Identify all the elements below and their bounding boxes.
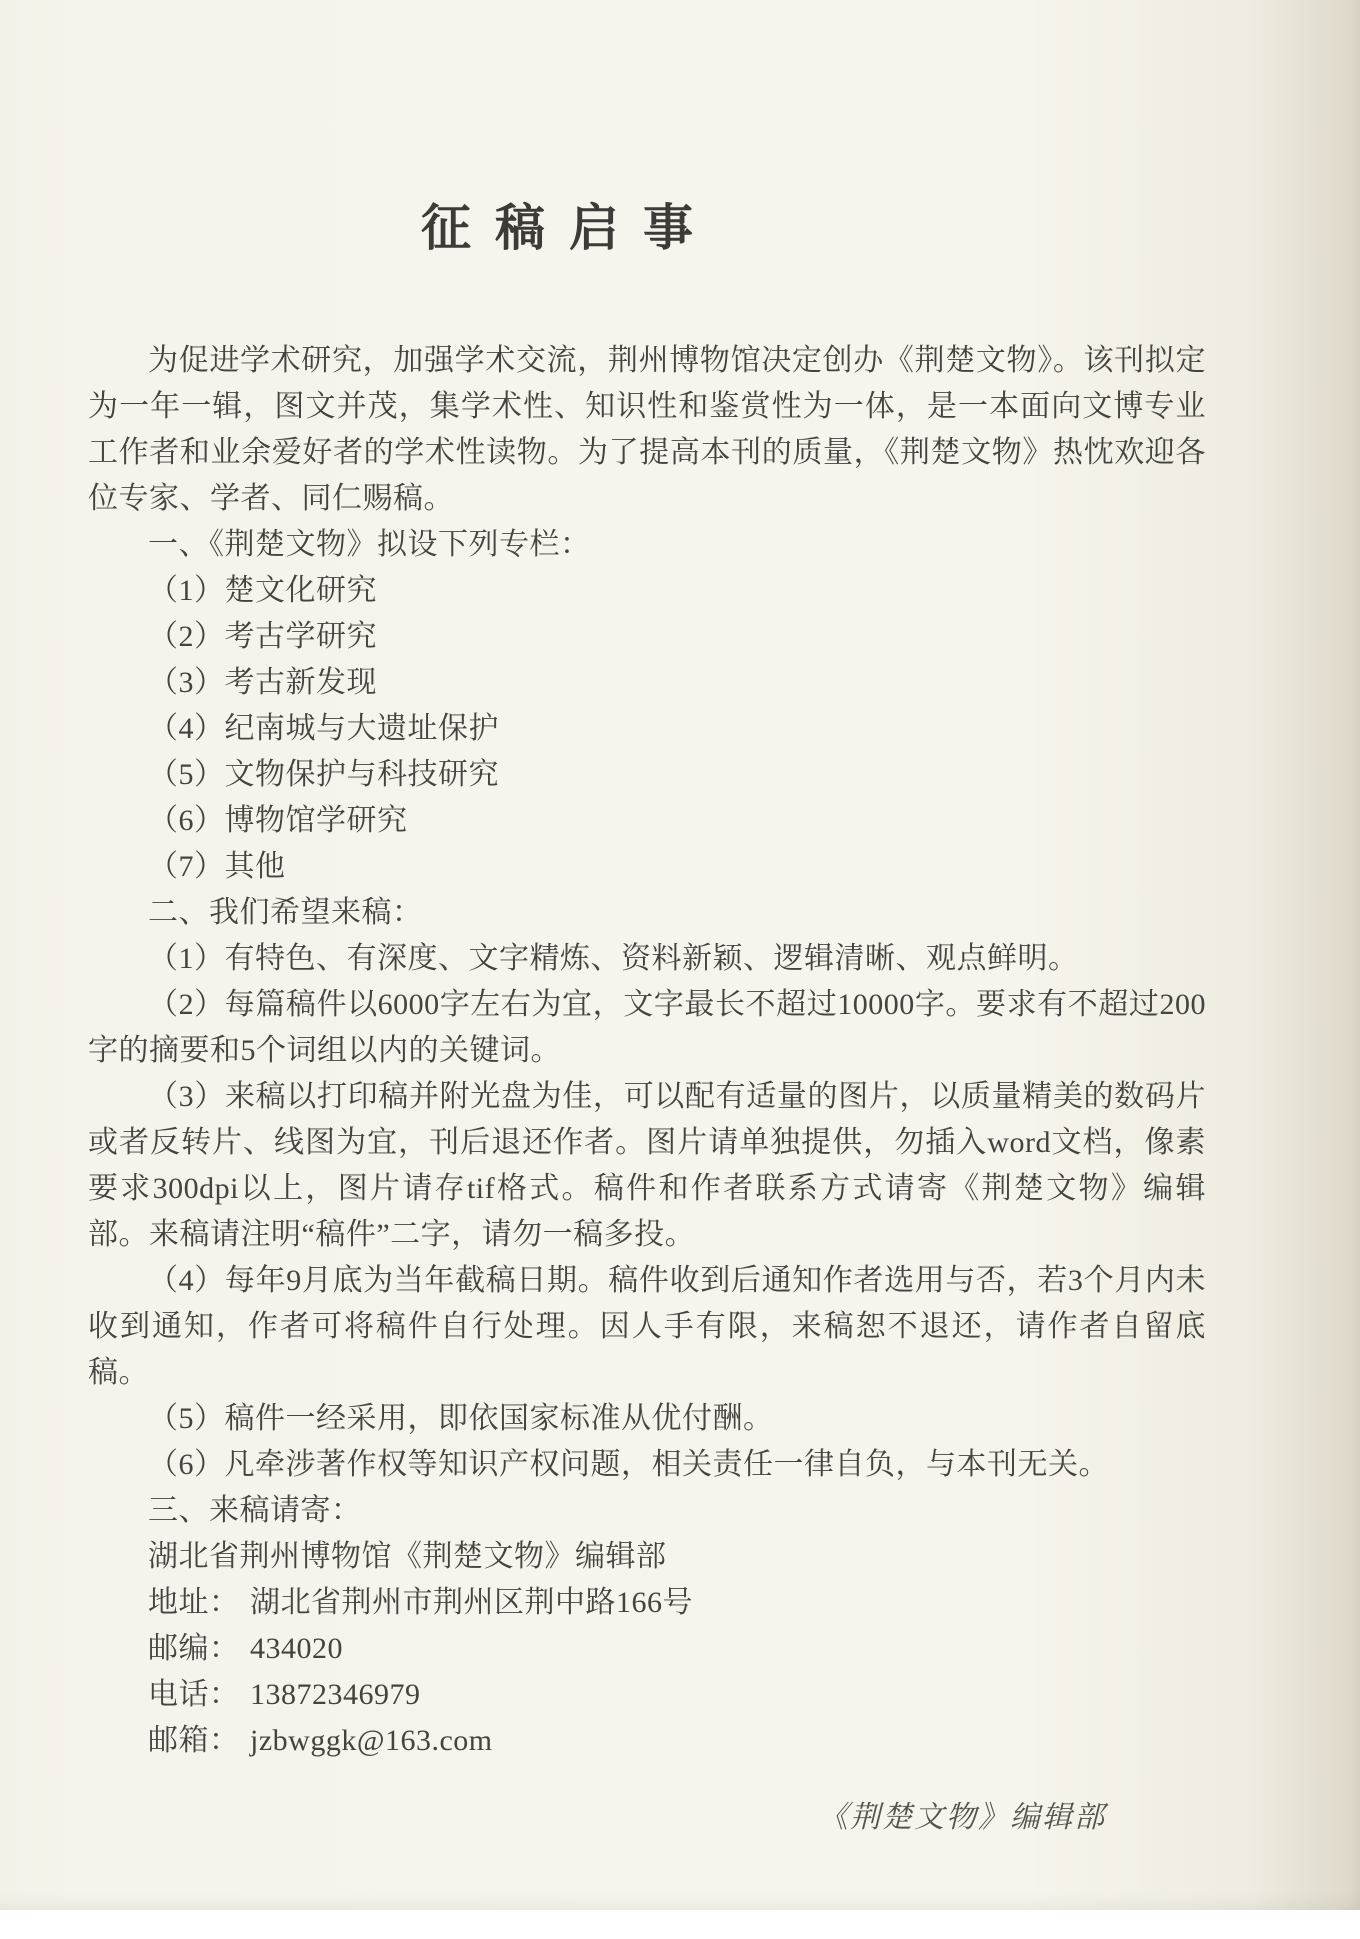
guideline-item-5: （5）稿件一经采用，即依国家标准从优付酬。	[148, 1402, 774, 1435]
phone-value: 13872346979	[250, 1678, 421, 1711]
contact-phone	[88, 1672, 1206, 1718]
email-label: 邮箱：	[148, 1724, 240, 1757]
column-item-1: （1）楚文化研究	[148, 574, 377, 607]
email-value: jzbwggk@163.com	[250, 1724, 493, 1757]
section1-heading: 一、《荆楚文物》拟设下列专栏：	[148, 528, 591, 561]
address-label: 地址：	[148, 1586, 240, 1619]
guideline-item-1: （1）有特色、有深度、文字精炼、资料新颖、逻辑清晰、观点鲜明。	[148, 942, 1079, 975]
column-item-2: （2）考古学研究	[148, 620, 377, 653]
address-value: 湖北省荆州市荆州区荆中路166号	[250, 1586, 693, 1619]
section3-heading: 三、来稿请寄：	[148, 1494, 362, 1527]
contact-address	[88, 1580, 1206, 1626]
zip-value: 434020	[250, 1632, 343, 1665]
contact-zip	[88, 1626, 1206, 1672]
page-title: 征稿启事	[421, 200, 717, 256]
column-item-7: （7）其他	[148, 850, 286, 883]
page-content	[88, 0, 1206, 1836]
document-body	[88, 338, 1206, 1764]
guideline-item-6: （6）凡牵涉著作权等知识产权问题，相关责任一律自负，与本刊无关。	[148, 1448, 1109, 1481]
column-item-5: （5）文物保护与科技研究	[148, 758, 499, 791]
column-item-4: （4）纪南城与大遗址保护	[148, 712, 499, 745]
column-item-3: （3）考古新发现	[148, 666, 377, 699]
footer-signature: 《荆楚文物》编辑部	[818, 1801, 1106, 1834]
guideline-item-3: （3）来稿以打印稿并附光盘为佳，可以配有适量的图片，以质量精美的数码片或者反转片、线图为宜，刊后退还作者。图片请单独提供，勿插入word文档，像素要求300dpi以上，图片请存tif格式。稿件和作者联系方式请寄《荆楚文物》编辑部。来稿请注明“稿件”二字，请勿一稿多投。	[88, 1080, 1206, 1251]
zip-label: 邮编：	[148, 1632, 240, 1665]
contact-recipient: 湖北省荆州博物馆《荆楚文物》编辑部	[148, 1540, 667, 1573]
contact-email	[88, 1718, 1206, 1764]
phone-label: 电话：	[148, 1678, 240, 1711]
column-item-6: （6）博物馆学研究	[148, 804, 408, 837]
intro-paragraph: 为促进学术研究，加强学术交流，荆州博物馆决定创办《荆楚文物》。该刊拟定为一年一辑，图文并茂，集学术性、知识性和鉴赏性为一体，是一本面向文博专业工作者和业余爱好者的学术性读物。为了提高本刊的质量，《荆楚文物》热忱欢迎各位专家、学者、同仁赐稿。	[88, 344, 1206, 515]
section2-heading: 二、我们希望来稿：	[148, 896, 423, 929]
guideline-item-2: （2）每篇稿件以6000字左右为宜，文字最长不超过10000字。要求有不超过200字的摘要和5个词组以内的关键词。	[88, 988, 1206, 1067]
guideline-item-4: （4）每年9月底为当年截稿日期。稿件收到后通知作者选用与否，若3个月内未收到通知，作者可将稿件自行处理。因人手有限，来稿恕不退还，请作者自留底稿。	[88, 1264, 1206, 1389]
